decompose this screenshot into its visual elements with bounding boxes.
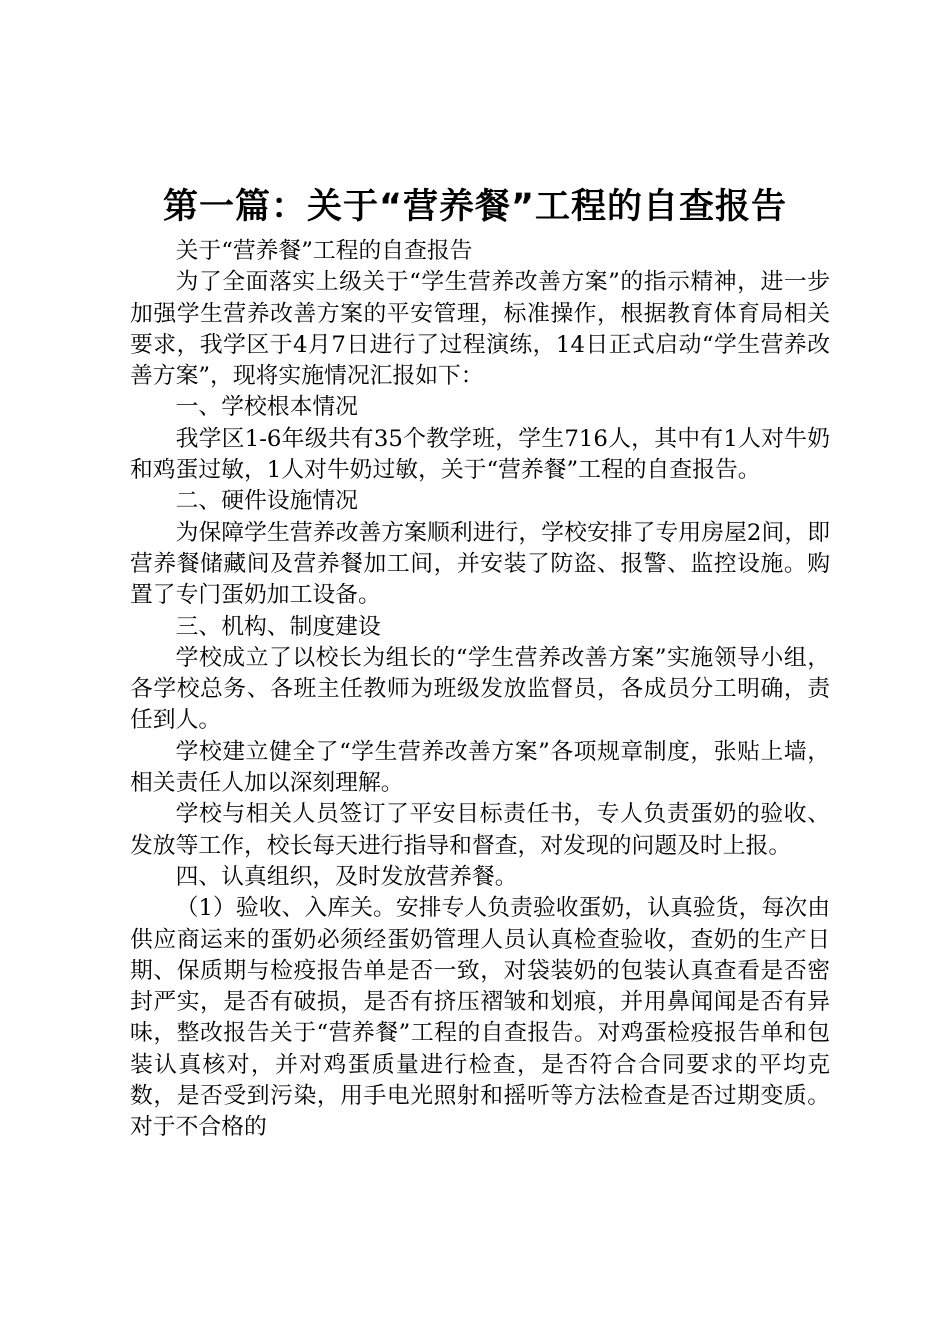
paragraph-intro: 为了全面落实上级关于“学生营养改善方案”的指示精神，进一步加强学生营养改善方案的平安管理，标准操作，根据教育体育局相关要求，我学区于4月7日进行了过程演练，14日正式启动“学生营养改善方案”，现将实施情况汇报如下： [130, 269, 830, 390]
section-heading-organization: 三、机构、制度建设 [175, 613, 381, 640]
paragraph-organization-3: 学校与相关人员签订了平安目标责任书，专人负责蛋奶的验收、发放等工作，校长每天进行指导和督查，对发现的问题及时上报。 [130, 801, 830, 859]
section-heading-school-basics: 一、学校根本情况 [175, 394, 358, 421]
paragraph-organization-1: 学校成立了以校长为组长的“学生营养改善方案”实施领导小组，各学校总务、各班主任教师为班级发放监督员，各成员分工明确，责任到人。 [130, 644, 830, 734]
document-body [130, 236, 830, 1144]
document-title: 第一篇：关于“营养餐”工程的自查报告 [162, 187, 787, 227]
paragraph-school-basics: 我学区1-6年级共有35个教学班，学生716人，其中有1人对牛奶和鸡蛋过敏，1人对牛奶过敏，关于“营养餐”工程的自查报告。 [130, 425, 830, 484]
paragraph-subtitle: 关于“营养餐”工程的自查报告 [175, 238, 473, 264]
section-heading-distribution: 四、认真组织，及时发放营养餐。 [175, 863, 518, 890]
section-heading-hardware: 二、硬件设施情况 [175, 488, 358, 515]
paragraph-hardware: 为保障学生营养改善方案顺利进行，学校安排了专用房屋2间，即营养餐储藏间及营养餐加工间，并安装了防盗、报警、监控设施。购置了专门蛋奶加工设备。 [130, 519, 830, 609]
paragraph-distribution-1: （1）验收、入库关。安排专人负责验收蛋奶，认真验货，每次由供应商运来的蛋奶必须经蛋奶管理人员认真检查验收，查奶的生产日期、保质期与检疫报告单是否一致，对袋装奶的包装认真查看是否密封严实，是否有破损，是否有挤压褶皱和划痕，并用鼻闻闻是否有异味，整改报告关于“营养餐”工程的自查报告。对鸡蛋检疫报告单和包装认真核对，并对鸡蛋质量进行检查，是否符合合同要求的平均克数，是否受到污染，用手电光照射和摇听等方法检查是否过期变质。对于不合格的 [130, 895, 830, 1141]
paragraph-organization-2: 学校建立健全了“学生营养改善方案”各项规章制度，张贴上墙，相关责任人加以深刻理解。 [130, 738, 830, 797]
